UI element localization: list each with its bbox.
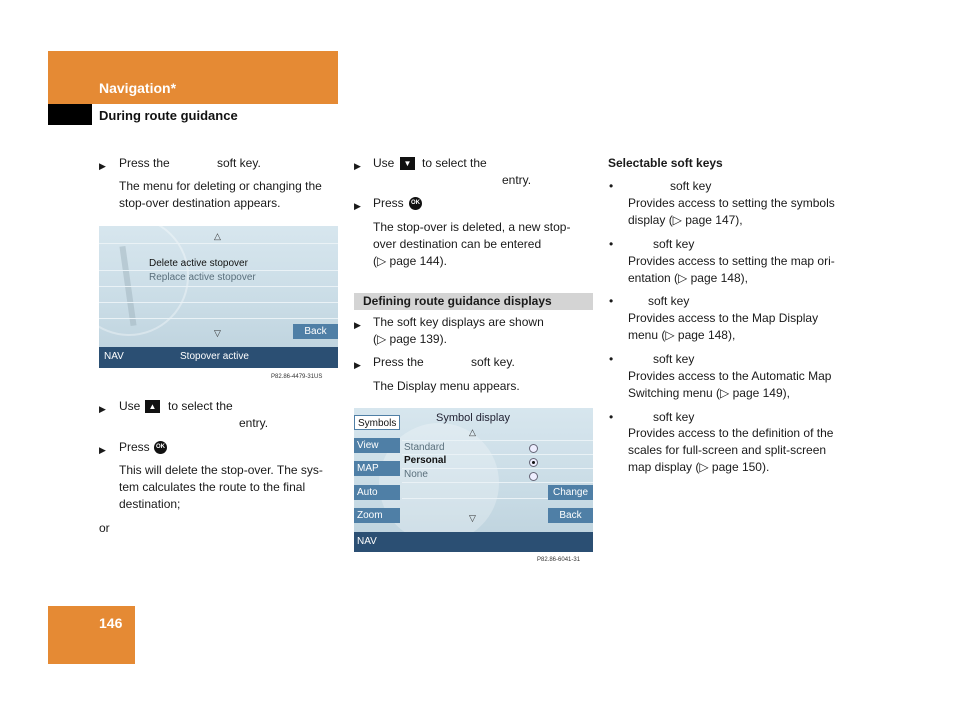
- section-heading: Defining route guidance displays: [354, 293, 593, 310]
- divider: [99, 243, 338, 244]
- or-text: or: [99, 521, 110, 535]
- page-number: 146: [99, 615, 123, 631]
- result-text: over destination can be entered: [373, 237, 542, 251]
- softkey-desc: entation (▷ page 148),: [628, 271, 748, 285]
- step-arrow-icon: ▶: [354, 161, 361, 171]
- step-text: Press: [119, 440, 150, 454]
- symbol-display-screen: [354, 408, 593, 552]
- step-text: Press: [373, 196, 404, 210]
- change-button[interactable]: Change: [548, 485, 593, 500]
- scroll-up-icon[interactable]: △: [469, 427, 476, 437]
- divider: [99, 318, 338, 319]
- step-text: entry.: [239, 416, 269, 430]
- scroll-down-icon[interactable]: ▽: [469, 513, 476, 523]
- result-text: destination;: [119, 497, 181, 511]
- step-arrow-icon: ▶: [354, 201, 361, 211]
- softkey-desc: Provides access to the definition of the: [628, 426, 834, 440]
- bullet-icon: •: [609, 179, 614, 193]
- figure-caption: P82.86-4479-31US: [271, 374, 323, 380]
- step-arrow-icon: ▶: [99, 445, 106, 455]
- bullet-icon: •: [609, 294, 614, 308]
- result-text: stop-over destination appears.: [119, 196, 281, 210]
- stopover-screen: [99, 226, 338, 368]
- result-text: The Display menu appears.: [373, 379, 520, 393]
- softkey-desc: map display (▷ page 150).: [628, 460, 770, 474]
- softkey-desc: Provides access to the Map Display: [628, 311, 819, 325]
- ok-key-icon: OK: [154, 441, 167, 454]
- softkey-auto[interactable]: Auto: [354, 485, 400, 500]
- softkey-map[interactable]: MAP: [354, 461, 400, 476]
- scroll-down-icon[interactable]: ▽: [214, 328, 221, 338]
- scroll-up-icon[interactable]: △: [214, 231, 221, 241]
- softkey-desc: menu (▷ page 148),: [628, 328, 736, 342]
- option-personal[interactable]: Personal: [404, 455, 447, 466]
- softkey-desc: Provides access to the Automatic Map: [628, 369, 832, 383]
- status-bar: [99, 347, 338, 368]
- chapter-title: Navigation*: [99, 80, 177, 96]
- divider: [99, 270, 338, 271]
- step-text: to select the: [168, 399, 233, 413]
- step-arrow-icon: ▶: [99, 404, 106, 414]
- menu-item-replace-stopover[interactable]: Replace active stopover: [149, 272, 256, 283]
- softkey-zoom[interactable]: Zoom: [354, 508, 400, 523]
- radio-personal[interactable]: [529, 458, 538, 467]
- divider: [99, 302, 338, 303]
- step-text: soft key.: [217, 156, 261, 170]
- step-text: Press the: [373, 355, 424, 369]
- header-band: [48, 51, 338, 104]
- divider: [99, 286, 338, 287]
- back-button[interactable]: Back: [293, 324, 338, 339]
- bullet-icon: •: [609, 352, 614, 366]
- screen-title: Symbol display: [436, 412, 510, 424]
- softkey-desc: scales for full-screen and split-screen: [628, 443, 827, 457]
- softkey-desc: Provides access to setting the symbols: [628, 196, 835, 210]
- bullet-icon: •: [609, 237, 614, 251]
- step-text: soft key.: [471, 355, 515, 369]
- radio-none[interactable]: [529, 472, 538, 481]
- header-marker: [48, 104, 92, 125]
- softkey-desc: Switching menu (▷ page 149),: [628, 386, 790, 400]
- softkeys-heading: Selectable soft keys: [608, 156, 723, 170]
- step-text: to select the: [422, 156, 487, 170]
- softkey-symbols[interactable]: Symbols: [354, 415, 400, 430]
- step-text: entry.: [502, 173, 532, 187]
- menu-item-delete-stopover[interactable]: Delete active stopover: [149, 258, 248, 269]
- softkey-desc: Provides access to setting the map ori-: [628, 254, 835, 268]
- ok-key-icon: OK: [409, 197, 422, 210]
- result-text: (▷ page 144).: [373, 254, 447, 268]
- softkey-desc: display (▷ page 147),: [628, 213, 743, 227]
- step-text: The soft key displays are shown: [373, 315, 544, 329]
- divider: [402, 482, 593, 483]
- step-arrow-icon: ▶: [99, 161, 106, 171]
- figure-caption: P82.86-6041-31: [537, 557, 581, 563]
- step-text: Press the: [119, 156, 170, 170]
- up-key-icon: ▲: [145, 400, 160, 413]
- softkey-name: soft key: [648, 294, 690, 308]
- softkey-name: soft key: [670, 179, 712, 193]
- result-text: The stop-over is deleted, a new stop-: [373, 220, 571, 234]
- softkey-name: soft key: [653, 410, 695, 424]
- softkey-name: soft key: [653, 352, 695, 366]
- status-label: Stopover active: [180, 351, 249, 362]
- softkey-view[interactable]: View: [354, 438, 400, 453]
- bullet-icon: •: [609, 410, 614, 424]
- down-key-icon: ▼: [400, 157, 415, 170]
- divider: [402, 468, 593, 469]
- option-none[interactable]: None: [404, 469, 428, 480]
- step-text: Use: [119, 399, 141, 413]
- divider: [402, 440, 593, 441]
- result-text: This will delete the stop-over. The sys-: [119, 463, 323, 477]
- status-bar: [354, 532, 593, 552]
- radio-standard[interactable]: [529, 444, 538, 453]
- step-arrow-icon: ▶: [354, 320, 361, 330]
- result-text: tem calculates the route to the final: [119, 480, 306, 494]
- nav-label: NAV: [104, 351, 124, 362]
- section-subtitle: During route guidance: [99, 108, 238, 123]
- step-text: (▷ page 139).: [373, 332, 447, 346]
- back-button[interactable]: Back: [548, 508, 593, 523]
- nav-label: NAV: [357, 536, 377, 547]
- softkey-name: soft key: [653, 237, 695, 251]
- step-text: Use: [373, 156, 395, 170]
- option-standard[interactable]: Standard: [404, 442, 445, 453]
- result-text: The menu for deleting or changing the: [119, 179, 322, 193]
- step-arrow-icon: ▶: [354, 360, 361, 370]
